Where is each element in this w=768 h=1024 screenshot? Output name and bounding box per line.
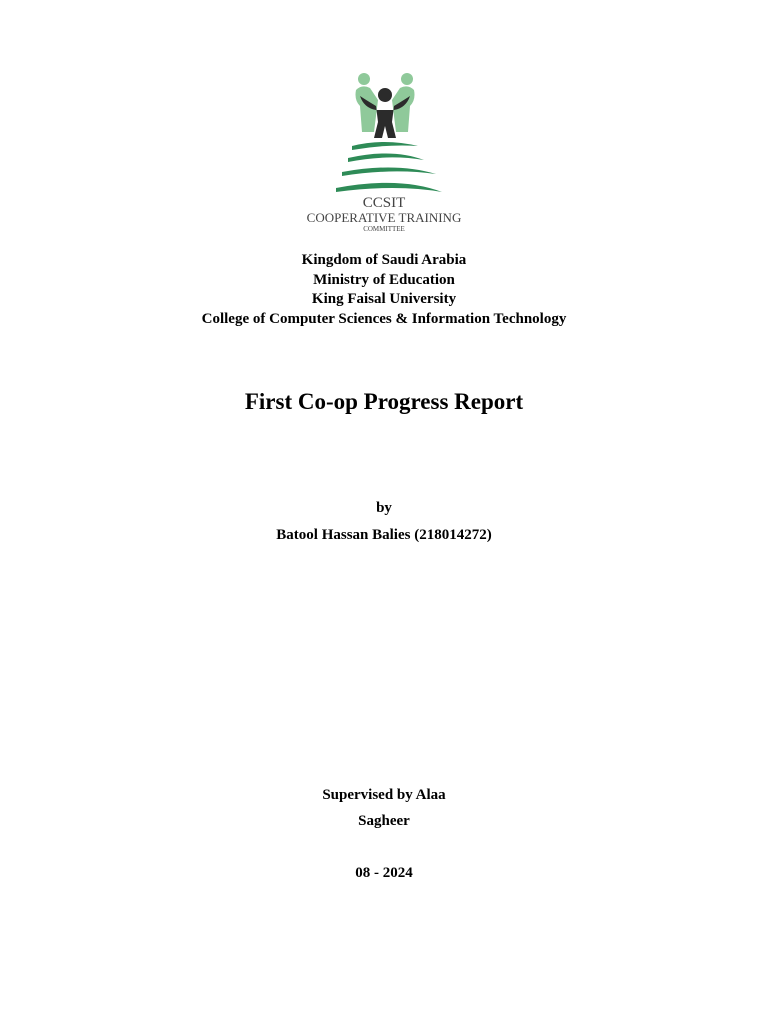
logo-figure-head-center	[378, 88, 392, 102]
report-date: 08 - 2024	[355, 865, 413, 881]
logo-text-ccsit: CCSIT	[362, 195, 406, 211]
supervisor-line-2: Sagheer	[358, 813, 410, 829]
logo-text-committee: COMMITTEE	[363, 225, 405, 233]
header-ministry: Ministry of Education	[313, 271, 455, 288]
logo-text-cooperative-training: COOPERATIVE TRAINING	[306, 210, 462, 225]
supervisor-line-1: Supervised by Alaa	[322, 787, 446, 803]
logo-figure-head-left	[358, 73, 370, 85]
by-label: by	[376, 500, 392, 516]
logo-swoosh-4	[336, 183, 442, 192]
header-college: College of Computer Sciences & Information Technology	[201, 310, 567, 327]
header-country: Kingdom of Saudi Arabia	[301, 252, 467, 268]
ccsit-logo	[296, 70, 472, 236]
logo-swoosh-3	[342, 167, 436, 176]
ccsit-logo-graphic	[296, 70, 472, 236]
report-title: First Co-op Progress Report	[244, 389, 524, 414]
author-name: Batool Hassan Balies (218014272)	[276, 527, 492, 543]
logo-swoosh-2	[348, 153, 424, 162]
logo-swoosh-1	[352, 142, 418, 150]
logo-figure-head-right	[401, 73, 413, 85]
header-university: King Faisal University	[311, 291, 457, 307]
institution-header	[0, 251, 768, 329]
